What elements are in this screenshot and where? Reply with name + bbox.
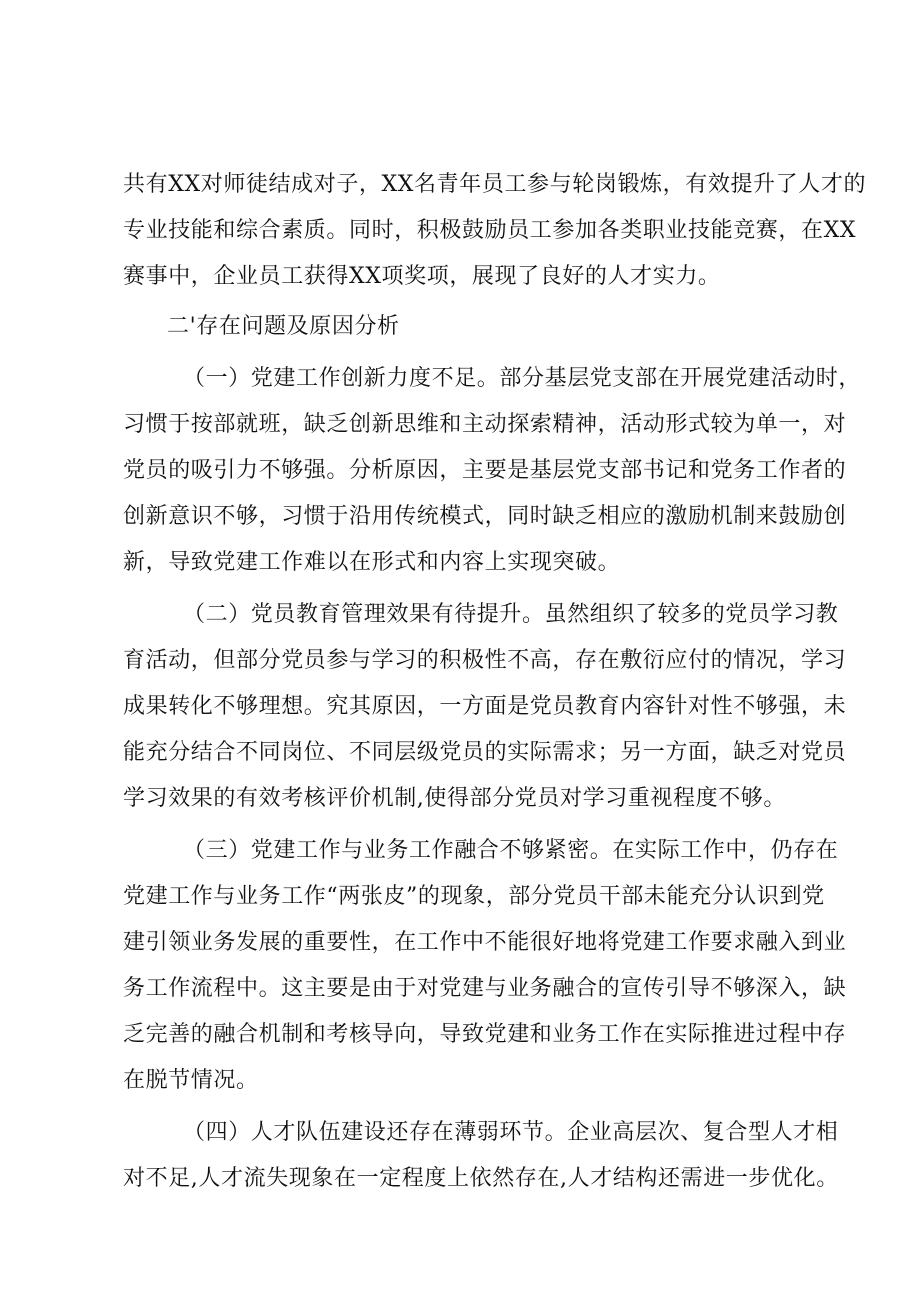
- paragraph-first-line: （二）党员教育管理效果有待提升。虽然组织了较多的党员学习教: [183, 602, 839, 627]
- paragraph-1-body: [123, 402, 847, 586]
- text-line: 务工作流程中。这主要是由于对党建与业务融合的宣传引导不够深入，缺: [123, 976, 847, 1001]
- text-line: 对不足,人才流失现象在一定程度上依然存在,人才结构还需进一步优化。: [123, 1166, 839, 1191]
- text-line: 成果转化不够理想。究其原因，一方面是党员教育内容针对性不够强，未: [123, 694, 847, 719]
- text-line: 育活动，但部分党员参与学习的积极性不高，存在敷衍应付的情况，学习: [123, 648, 847, 673]
- document-body: [123, 162, 867, 1202]
- text-line: 党建工作与业务工作“两张皮”的现象，部分党员干部未能充分认识到党: [123, 884, 825, 909]
- section-heading-text: 二'存在问题及原因分析: [167, 314, 400, 339]
- paragraph-4-body: [123, 1156, 839, 1202]
- paragraph-first-line: （一）党建工作创新力度不足。部分基层党支部在开展党建活动时，: [183, 366, 862, 391]
- paragraph-first-line: （三）党建工作与业务工作融合不够紧密。在实际工作中，仍存在: [183, 838, 839, 863]
- text-line: 学习效果的有效考核评价机制,使得部分党员对学习重视程度不够。: [123, 786, 786, 811]
- paragraph-3-body: [123, 874, 847, 1104]
- text-line: 建引领业务发展的重要性，在工作中不能很好地将党建工作要求融入到业: [123, 930, 847, 955]
- text-line: 党员的吸引力不够强。分析原因，主要是基层党支部书记和党务工作者的: [123, 458, 847, 483]
- paragraph-first-line: （四）人才队伍建设还存在薄弱环节。企业高层次、复合型人才相: [183, 1120, 839, 1145]
- text-line: 在脱节情况。: [123, 1068, 259, 1093]
- text-line: 习惯于按部就班，缺乏创新思维和主动探索精神，活动形式较为单一，对: [123, 412, 847, 437]
- text-line: 赛事中，企业员工获得XX项奖项，展现了良好的人才实力。: [123, 264, 721, 289]
- text-line: 创新意识不够，习惯于沿用传统模式，同时缺乏相应的激励机制来鼓励创: [123, 504, 847, 529]
- text-line: 能充分结合不同岗位、不同层级党员的实际需求；另一方面，缺乏对党员: [123, 740, 847, 765]
- paragraph-4: [123, 1110, 839, 1156]
- text-line: 共有XX对师徒结成对子，XX名青年员工参与轮岗锻炼，有效提升了人才的: [123, 172, 867, 197]
- paragraph-2: [123, 592, 839, 638]
- text-line: 乏完善的融合机制和考核导向，导致党建和业务工作在实际推进过程中存: [123, 1022, 847, 1047]
- text-line: 新，导致党建工作难以在形式和内容上实现突破。: [123, 550, 621, 575]
- paragraph-3: [123, 828, 839, 874]
- intro-paragraph: [123, 162, 867, 300]
- paragraph-1: [123, 356, 862, 402]
- paragraph-2-body: [123, 638, 847, 822]
- text-line: 专业技能和综合素质。同时，积极鼓励员工参加各类职业技能竞赛，在XX: [123, 218, 857, 243]
- section-heading: [123, 304, 813, 350]
